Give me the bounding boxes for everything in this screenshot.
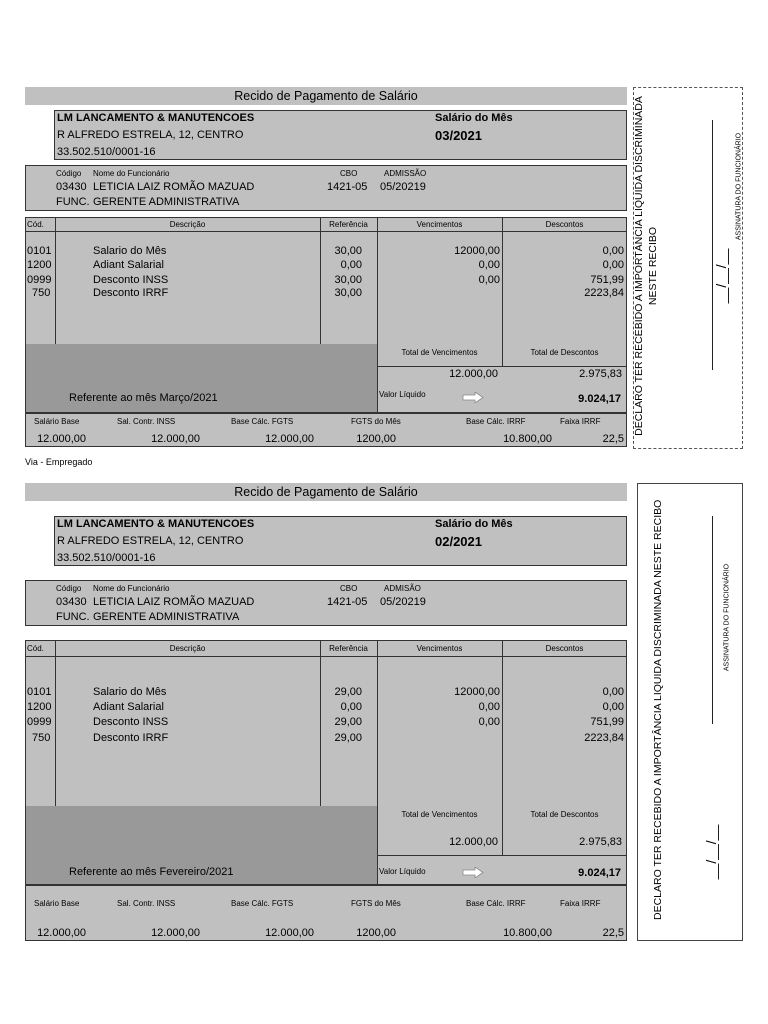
foot-label-3: Base Cálc. FGTS (231, 899, 294, 908)
foot-value-2: 12.000,00 (151, 927, 200, 939)
company-name: LM LANCAMENTO & MANUTENCOES (57, 112, 255, 124)
emp-code: 03430 (56, 181, 87, 193)
items-table (25, 640, 627, 885)
foot-value-6: 22,5 (602, 927, 624, 939)
foot-value-5: 10.800,00 (503, 433, 552, 445)
emp-admission: 05/20219 (380, 596, 426, 608)
col-referencia: Referência (329, 220, 368, 229)
liquido-value: 9.024,17 (578, 393, 621, 405)
company-cnpj: 33.502.510/0001-16 (57, 552, 156, 564)
date-slashes: __/__/__ (713, 248, 729, 304)
via-empregado: Via - Empregado (25, 457, 93, 467)
period-value: 03/2021 (435, 128, 482, 143)
row-2-cod: 1200 (27, 259, 52, 271)
row-1-cod: 0101 (27, 245, 52, 257)
row-3-desc: Desconto INSS (93, 716, 169, 728)
employee-box (25, 580, 627, 626)
emp-head-cbo: CBO (340, 584, 358, 593)
emp-head-adm: ADMISSÃO (384, 169, 427, 178)
emp-func-label: FUNC. (56, 611, 90, 623)
row-3-venc: 0,00 (478, 716, 500, 728)
signature-label: ASSINATURA DO FUNCIONÁRIO (723, 563, 731, 672)
period-label: Salário do Mês (435, 112, 513, 124)
company-cnpj: 33.502.510/0001-16 (57, 146, 156, 158)
footer-bases (25, 885, 627, 941)
row-4-dscto: 2223,84 (584, 287, 624, 299)
foot-label-1: Salário Base (34, 417, 80, 426)
col-descontos: Descontos (545, 220, 584, 229)
slip-title: Recido de Pagamento de Salário (25, 483, 627, 501)
row-4-cod: 750 (32, 732, 51, 744)
total-venc-label: Total de Vencimentos (401, 348, 478, 357)
emp-head-name: Nome do Funcionário (93, 169, 170, 178)
total-desc: 2.975,83 (579, 836, 622, 848)
referente-text: Referente ao mês Fevereiro/2021 (69, 866, 234, 878)
foot-value-2: 12.000,00 (151, 433, 200, 445)
arrow-right-icon (462, 867, 484, 878)
emp-head-code: Código (56, 169, 82, 178)
col-descricao: Descrição (169, 220, 206, 229)
row-3-cod: 0999 (27, 716, 52, 728)
col-referencia: Referência (329, 644, 368, 653)
foot-label-4: FGTS do Mês (351, 417, 401, 426)
foot-label-6: Faixa IRRF (560, 417, 601, 426)
company-address: R ALFREDO ESTRELA, 12, CENTRO (57, 535, 244, 547)
declaration-text: DECLARO TER RECEBIDO A IMPORTÂNCIA LIQUIDA DISCRIMINADA NESTE RECIBO (633, 96, 659, 436)
emp-name: LETICIA LAIZ ROMÃO MAZUAD (93, 181, 255, 193)
foot-label-2: Sal. Contr. INSS (117, 899, 176, 908)
foot-label-4: FGTS do Mês (351, 899, 401, 908)
col-cod: Cód. (27, 220, 44, 229)
col-cod: Cód. (27, 644, 44, 653)
signature-line (712, 516, 713, 724)
foot-value-1: 12.000,00 (37, 433, 86, 445)
declaration-text: DECLARO TER RECEBIDO A IMPORTÂNCIA LIQUIDA DISCRIMINADA NESTE RECIBO (652, 499, 664, 920)
row-3-dscto: 751,99 (590, 274, 624, 286)
col-descricao: Descrição (169, 644, 206, 653)
foot-value-5: 10.800,00 (503, 927, 552, 939)
total-desc: 2.975,83 (579, 368, 622, 380)
emp-func-label: FUNC. (56, 196, 90, 208)
row-4-desc: Desconto IRRF (93, 732, 169, 744)
row-3-dscto: 751,99 (590, 716, 624, 728)
row-2-ref: 0,00 (340, 259, 362, 271)
liquido-value: 9.024,17 (578, 867, 621, 879)
row-2-venc: 0,00 (478, 701, 500, 713)
emp-cbo: 1421-05 (327, 596, 368, 608)
row-1-desc: Salario do Mês (93, 686, 167, 698)
row-2-ref: 0,00 (340, 701, 362, 713)
row-2-dscto: 0,00 (602, 701, 624, 713)
referente-text: Referente ao mês Março/2021 (69, 392, 218, 404)
foot-value-1: 12.000,00 (37, 927, 86, 939)
row-1-ref: 29,00 (334, 686, 362, 698)
foot-label-1: Salário Base (34, 899, 80, 908)
period-value: 02/2021 (435, 534, 482, 549)
liquido-label: Valor Líquido (379, 867, 426, 876)
date-slashes: __/__/__ (703, 824, 719, 880)
foot-value-3: 12.000,00 (265, 927, 314, 939)
row-1-venc: 12000,00 (454, 245, 500, 257)
row-2-venc: 0,00 (478, 259, 500, 271)
emp-code: 03430 (56, 596, 87, 608)
total-venc-label: Total de Vencimentos (401, 810, 478, 819)
row-3-ref: 30,00 (334, 274, 362, 286)
row-2-desc: Adiant Salarial (93, 259, 164, 271)
foot-label-6: Faixa IRRF (560, 899, 601, 908)
row-2-desc: Adiant Salarial (93, 701, 164, 713)
foot-value-4: 1200,00 (356, 433, 396, 445)
emp-admission: 05/20219 (380, 181, 426, 193)
row-4-ref: 30,00 (334, 287, 362, 299)
foot-label-5: Base Cálc. IRRF (466, 417, 526, 426)
emp-function: GERENTE ADMINISTRATIVA (93, 196, 240, 208)
total-desc-label: Total de Descontos (530, 348, 599, 357)
row-2-dscto: 0,00 (602, 259, 624, 271)
row-4-desc: Desconto IRRF (93, 287, 169, 299)
row-3-desc: Desconto INSS (93, 274, 169, 286)
row-2-cod: 1200 (27, 701, 52, 713)
company-address: R ALFREDO ESTRELA, 12, CENTRO (57, 129, 244, 141)
declaration-stub (637, 483, 743, 941)
foot-value-6: 22,5 (602, 433, 624, 445)
col-vencimentos: Vencimentos (416, 220, 463, 229)
company-name: LM LANCAMENTO & MANUTENCOES (57, 518, 255, 530)
foot-label-3: Base Cálc. FGTS (231, 417, 294, 426)
row-1-cod: 0101 (27, 686, 52, 698)
emp-head-name: Nome do Funcionário (93, 584, 170, 593)
emp-head-adm: ADMISÃO (384, 584, 421, 593)
row-1-desc: Salario do Mês (93, 245, 167, 257)
signature-label: ASSINATURA DO FUNCIONÁRIO (735, 132, 743, 241)
row-3-venc: 0,00 (478, 274, 500, 286)
foot-value-4: 1200,00 (356, 927, 396, 939)
row-1-dscto: 0,00 (602, 245, 624, 257)
foot-label-5: Base Cálc. IRRF (466, 899, 526, 908)
liquido-label: Valor Líquido (379, 390, 426, 399)
emp-name: LETICIA LAIZ ROMÃO MAZUAD (93, 596, 255, 608)
total-venc: 12.000,00 (449, 368, 498, 380)
emp-function: GERENTE ADMINISTRATIVA (93, 611, 240, 623)
row-4-ref: 29,00 (334, 732, 362, 744)
emp-cbo: 1421-05 (327, 181, 368, 193)
slip-title: Recido de Pagamento de Salário (25, 87, 627, 105)
emp-head-cbo: CBO (340, 169, 358, 178)
row-1-dscto: 0,00 (602, 686, 624, 698)
company-box (54, 516, 627, 566)
total-desc-label: Total de Descontos (530, 810, 599, 819)
row-3-cod: 0999 (27, 274, 52, 286)
foot-label-2: Sal. Contr. INSS (117, 417, 176, 426)
row-4-cod: 750 (32, 287, 51, 299)
row-3-ref: 29,00 (334, 716, 362, 728)
row-4-dscto: 2223,84 (584, 732, 624, 744)
row-1-venc: 12000,00 (454, 686, 500, 698)
foot-value-3: 12.000,00 (265, 433, 314, 445)
emp-head-code: Código (56, 584, 82, 593)
col-vencimentos: Vencimentos (416, 644, 463, 653)
col-descontos: Descontos (545, 644, 584, 653)
row-1-ref: 30,00 (334, 245, 362, 257)
period-label: Salário do Mês (435, 518, 513, 530)
total-venc: 12.000,00 (449, 836, 498, 848)
